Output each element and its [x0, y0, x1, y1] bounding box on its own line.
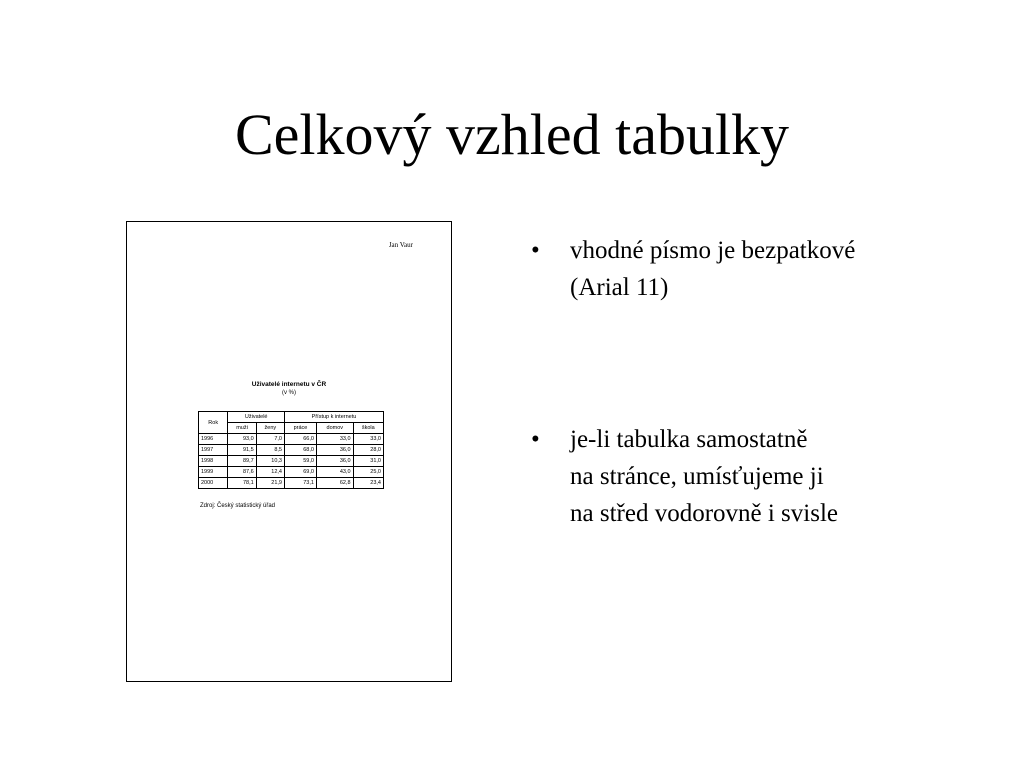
cell-domov: 36,0 [316, 445, 353, 456]
cell-year: 1996 [199, 434, 228, 445]
table-row [199, 467, 384, 478]
header-rok: Rok [199, 412, 228, 434]
cell-domov: 36,0 [316, 456, 353, 467]
cell-skola: 23,4 [353, 478, 383, 489]
cell-skola: 31,0 [353, 456, 383, 467]
cell-prace: 69,0 [285, 467, 317, 478]
cell-year: 2000 [199, 478, 228, 489]
bullet-line: na střed vodorovně i svisle [570, 500, 839, 527]
header-muzi: muži [228, 423, 256, 434]
cell-skola: 28,0 [353, 445, 383, 456]
table-title: Uživatelé internetu v ČR [251, 381, 327, 388]
cell-prace: 59,0 [285, 456, 317, 467]
slide-title: Celkový vzhled tabulky [234, 102, 790, 167]
header-domov: domov [316, 423, 353, 434]
header-prace: práce [285, 423, 317, 434]
cell-zeny: 21,9 [256, 478, 284, 489]
table-row [199, 456, 384, 467]
cell-domov: 62,8 [316, 478, 353, 489]
cell-skola: 25,0 [353, 467, 383, 478]
table-subtitle: (v %) [282, 390, 296, 396]
bullet-item [531, 421, 1001, 532]
bullet-icon: • [531, 237, 540, 264]
cell-domov: 43,0 [316, 467, 353, 478]
table-header-row [199, 412, 384, 423]
table-source: Zdroj: Český statistický úřad [200, 503, 276, 509]
cell-muzi: 93,0 [228, 434, 256, 445]
cell-zeny: 12,4 [256, 467, 284, 478]
data-table [198, 411, 384, 489]
header-pristup: Přístup k internetu [285, 412, 384, 423]
cell-muzi: 89,7 [228, 456, 256, 467]
page-preview [126, 221, 452, 682]
bullet-line: na stránce, umísťujeme ji [570, 463, 824, 490]
cell-zeny: 10,3 [256, 456, 284, 467]
cell-year: 1999 [199, 467, 228, 478]
bullet-icon: • [531, 426, 540, 453]
cell-prace: 68,0 [285, 445, 317, 456]
bullet-line: vhodné písmo je bezpatkové [570, 237, 856, 264]
table-row [199, 478, 384, 489]
cell-prace: 73,1 [285, 478, 317, 489]
cell-year: 1998 [199, 456, 228, 467]
bullet-item [531, 232, 1001, 306]
cell-skola: 33,0 [353, 434, 383, 445]
cell-domov: 33,0 [316, 434, 353, 445]
bullet-list [531, 232, 1001, 532]
cell-prace: 66,0 [285, 434, 317, 445]
cell-zeny: 8,5 [256, 445, 284, 456]
header-zeny: ženy [256, 423, 284, 434]
bullet-line: (Arial 11) [570, 274, 669, 301]
cell-zeny: 7,0 [256, 434, 284, 445]
header-uzivatele: Uživatelé [228, 412, 285, 423]
cell-muzi: 87,6 [228, 467, 256, 478]
cell-muzi: 78,1 [228, 478, 256, 489]
author-name: Jan Vaur [388, 241, 413, 249]
table-row [199, 445, 384, 456]
cell-year: 1997 [199, 445, 228, 456]
header-skola: škola [353, 423, 383, 434]
table-row [199, 434, 384, 445]
bullet-line: je-li tabulka samostatně [570, 426, 808, 453]
cell-muzi: 91,5 [228, 445, 256, 456]
